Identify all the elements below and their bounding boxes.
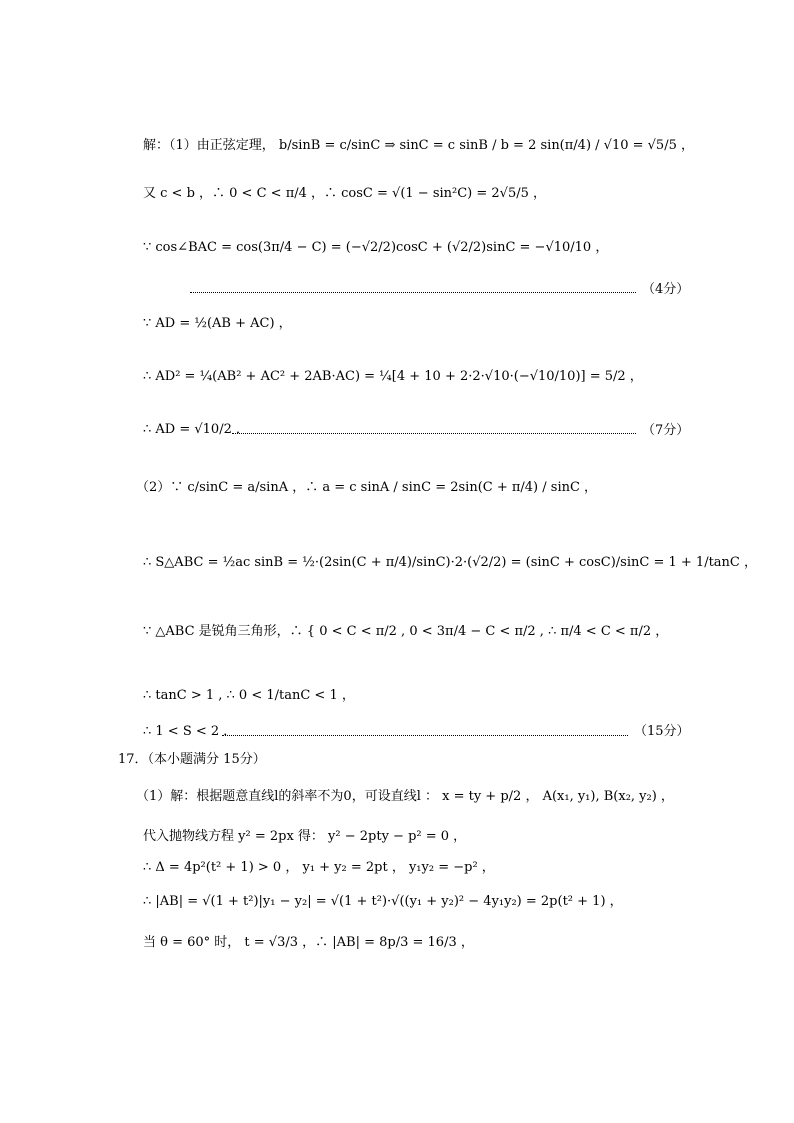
line-text: ∴ tanC > 1 , ∴ 0 < 1/tanC < 1 ，	[143, 688, 355, 703]
solution-17-line-5	[143, 935, 794, 951]
line-text: ∴ Δ = 4p²(t² + 1) > 0 ， y₁ + y₂ = 2pt ， y₁y₂ = −p² ，	[143, 860, 495, 875]
line-text: ∴ AD = √10/2 ．	[143, 422, 249, 437]
solution-line-3	[143, 240, 794, 256]
line-text: ∴ 1 < S < 2 ．	[143, 724, 237, 739]
solution-line-5	[143, 316, 794, 332]
line-text: 当 θ = 60° 时， t = √3/3 ，∴ |AB| = 8p/3 = 16/3 ，	[143, 935, 474, 950]
score-label: （4分）	[642, 282, 690, 297]
solution-line-2	[143, 186, 794, 202]
dotted-leader	[190, 292, 636, 293]
line-text: 解：（1）由正弦定理， b/sinB = c/sinC ⇒ sinC = c sinB / b = 2 sin(π/4) / √10 = √5/5 ，	[143, 138, 694, 153]
line-text: ∴ S△ABC = ½ac sinB = ½·(2sin(C + π/4)/sinC)·2·(√2/2) = (sinC + cosC)/sinC = 1 + 1/tanC ，	[143, 555, 757, 570]
solution-17-line-4	[143, 894, 794, 910]
solution-line-9	[143, 555, 794, 571]
solution-17-line-3	[143, 860, 794, 876]
solution-line-8	[136, 480, 794, 496]
solution-17-line-2	[143, 829, 794, 845]
line-text: ∵ AD = ½(AB + AC) ，	[143, 316, 292, 331]
solution-line-6	[143, 369, 794, 385]
solution-line-11	[143, 688, 794, 704]
dotted-leader	[222, 735, 628, 736]
line-text: 17．（本小题满分 15分）	[118, 752, 266, 767]
score-label: （7分）	[642, 423, 690, 438]
solution-line-12	[143, 724, 794, 740]
problem-17-header	[118, 752, 794, 768]
solution-line-10	[143, 624, 794, 640]
line-text: ∴ AD² = ¼(AB² + AC² + 2AB·AC) = ¼[4 + 10 + 2·2·√10·(−√10/10)] = 5/2 ，	[143, 369, 643, 384]
line-text: ∵ △ABC 是锐角三角形，∴ { 0 < C < π/2 , 0 < 3π/4 − C < π/2 , ∴ π/4 < C < π/2 ，	[143, 624, 669, 639]
solution-line-7	[143, 422, 794, 438]
line-text: （1）解：根据题意直线l的斜率不为0，可设直线l ： x = ty + p/2 ， A(x₁, y₁), B(x₂, y₂) ，	[136, 789, 674, 804]
line-text: 代入抛物线方程 y² = 2px 得： y² − 2pty − p² = 0 ，	[143, 829, 467, 844]
solution-line-1	[143, 138, 794, 154]
score-label: （15分）	[634, 724, 690, 739]
solution-17-line-1	[136, 789, 794, 805]
line-text: ∵ cos∠BAC = cos(3π/4 − C) = (−√2/2)cosC + (√2/2)sinC = −√10/10 ，	[143, 240, 609, 255]
dotted-leader	[232, 433, 636, 434]
line-text: （2）∵ c/sinC = a/sinA ，∴ a = c sinA / sinC = 2sin(C + π/4) / sinC ，	[136, 480, 598, 495]
line-text: ∴ |AB| = √(1 + t²)|y₁ − y₂| = √(1 + t²)·√((y₁ + y₂)² − 4y₁y₂) = 2p(t² + 1) ，	[143, 894, 623, 909]
line-text: 又 c < b ，∴ 0 < C < π/4 ，∴ cosC = √(1 − sin²C) = 2√5/5 ，	[143, 186, 547, 201]
